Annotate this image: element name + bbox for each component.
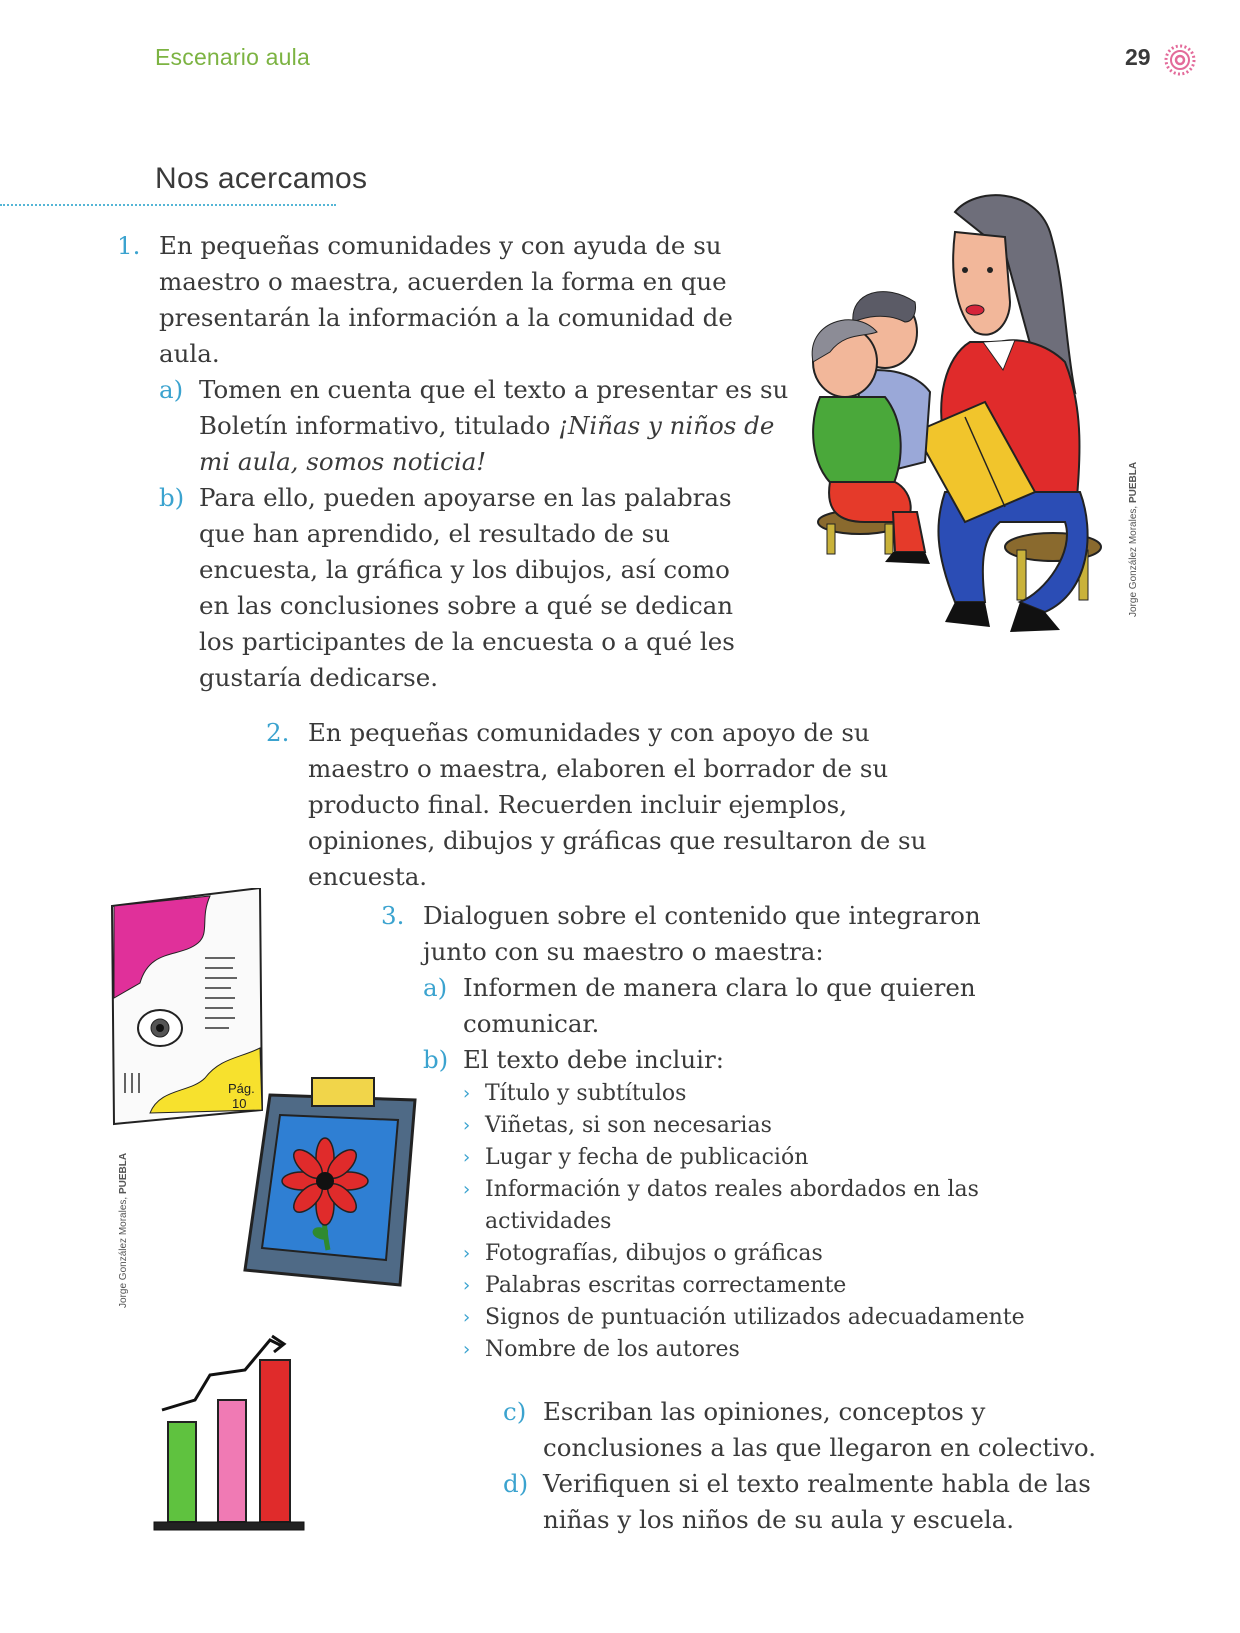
checklist-item <box>463 1302 1053 1334</box>
illustration-credit <box>118 1153 129 1308</box>
checklist-item <box>463 1078 1053 1110</box>
chevron-right-icon: › <box>463 1147 471 1168</box>
checklist-item-text: Lugar y fecha de publicación <box>485 1145 809 1170</box>
credit-author: Jorge González Morales, <box>118 1196 129 1308</box>
item-text: Escriban las opiniones, conceptos y conclusiones a las que llegaron en colectivo. <box>543 1397 1097 1462</box>
checklist-item <box>463 1334 1053 1366</box>
teacher-reading-illustration <box>805 192 1125 662</box>
item-text: Para ello, pueden apoyarse en las palabras que han aprendido, el resultado de su encuesta, la gráfica y los dibujos, así como en las conclusiones sobre a qué se dedican los participantes de la encuesta o a qué les gustaría dedicarse. <box>199 483 735 692</box>
activity-number: 1. <box>117 231 141 260</box>
item-letter: a) <box>423 973 448 1002</box>
checklist-item-text: Fotografías, dibujos o gráficas <box>485 1241 823 1266</box>
chevron-right-icon: › <box>463 1307 471 1328</box>
bulletin-title: ¡Niñas y niños de mi aula, somos noticia! <box>199 411 775 476</box>
credit-state: PUEBLA <box>118 1152 129 1195</box>
flower-photo-illustration <box>240 1070 430 1290</box>
item-letter: c) <box>503 1397 527 1426</box>
credit-state: PUEBLA <box>1128 461 1139 504</box>
chevron-right-icon: › <box>463 1243 471 1264</box>
checklist-item-text: Palabras escritas correctamente <box>485 1273 847 1298</box>
item-letter: a) <box>159 375 184 404</box>
section-title: Nos acercamos <box>155 162 368 195</box>
activity-text: En pequeñas comunidades y con ayuda de su maestro o maestra, acuerden la forma en que presentarán la información a la comunidad de aula. <box>159 231 733 368</box>
activity-text: Dialoguen sobre el contenido que integraron junto con su maestro o maestra: <box>423 901 981 966</box>
running-header: Escenario aula <box>155 44 310 70</box>
chevron-right-icon: › <box>463 1083 471 1104</box>
bar-chart-illustration <box>150 1330 310 1540</box>
page-label: Pág. <box>228 1081 255 1096</box>
item-letter: b) <box>159 483 185 512</box>
checklist <box>463 1078 1053 1366</box>
activity-3 <box>381 898 1101 1538</box>
activity-number: 2. <box>266 718 290 747</box>
activity-number: 3. <box>381 901 405 930</box>
credit-author: Jorge González Morales, <box>1128 505 1139 617</box>
checklist-item <box>463 1174 995 1238</box>
checklist-item-text: Información y datos reales abordados en las actividades <box>485 1177 979 1234</box>
page-number: 29 <box>1125 44 1151 70</box>
item-text-plain: Tomen en cuenta que el texto a presentar es su Boletín informativo, titulado <box>199 375 789 440</box>
checklist-item-text: Nombre de los autores <box>485 1337 740 1362</box>
chevron-right-icon: › <box>463 1115 471 1136</box>
chevron-right-icon: › <box>463 1179 471 1200</box>
activity-1 <box>117 228 797 696</box>
chevron-right-icon: › <box>463 1275 471 1296</box>
checklist-item-text: Título y subtítulos <box>485 1081 687 1106</box>
checklist-item-text: Viñetas, si son necesarias <box>485 1113 772 1138</box>
checklist-item <box>463 1142 1053 1174</box>
activity-2 <box>266 715 986 895</box>
activity-text: En pequeñas comunidades y con apoyo de su maestro o maestra, elaboren el borrador de su producto final. Recuerden incluir ejemplos, opiniones, dibujos y gráficas que resultaron de su encuesta. <box>308 718 927 891</box>
item-text: Informen de manera clara lo que quieren comunicar. <box>463 973 976 1038</box>
checklist-item <box>463 1238 1053 1270</box>
item-text: El texto debe incluir: <box>463 1045 724 1074</box>
item-text: Verifiquen si el texto realmente habla de las niñas y los niños de su aula y escuela. <box>543 1469 1091 1534</box>
flower-badge-icon <box>1162 42 1198 78</box>
item-letter: b) <box>423 1045 449 1074</box>
checklist-item <box>463 1110 1053 1142</box>
checklist-item <box>463 1270 1053 1302</box>
illustration-credit <box>1128 462 1139 617</box>
item-letter: d) <box>503 1469 529 1498</box>
chevron-right-icon: › <box>463 1339 471 1360</box>
section-divider <box>0 204 336 206</box>
page-value: 10 <box>232 1096 247 1111</box>
item-text <box>199 372 789 480</box>
checklist-item-text: Signos de puntuación utilizados adecuadamente <box>485 1305 1025 1330</box>
